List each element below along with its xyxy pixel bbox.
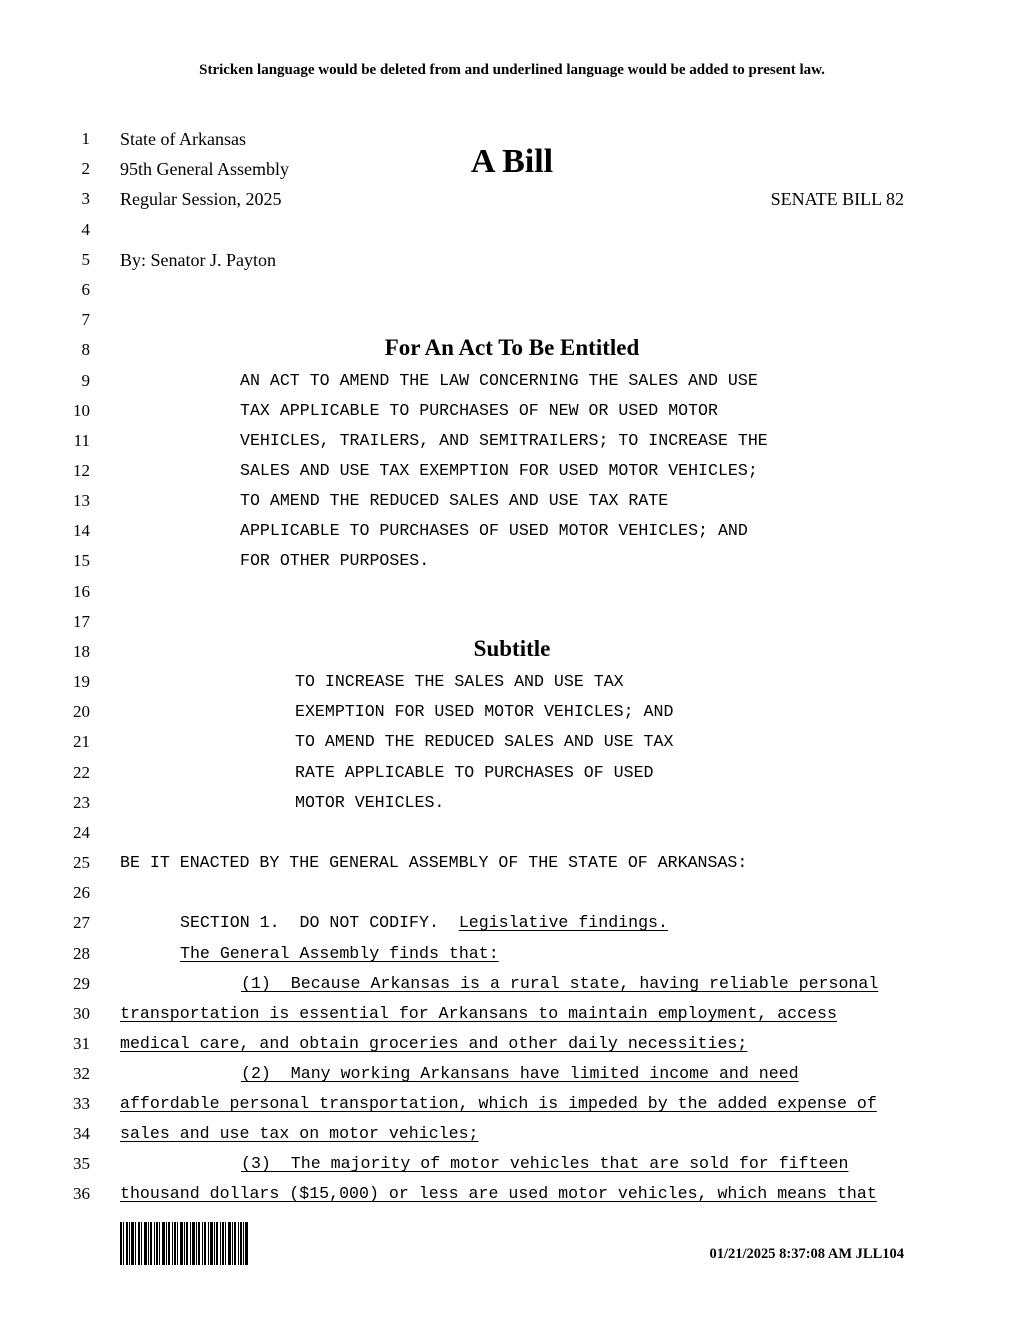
line-number: 15 <box>73 551 90 570</box>
subtitle-line: MOTOR VEHICLES. <box>295 793 445 812</box>
line-34 <box>0 1119 1024 1149</box>
title-line: TO AMEND THE REDUCED SALES AND USE TAX RATE <box>240 491 669 510</box>
line-25 <box>0 848 1024 878</box>
finding-text: thousand dollars ($15,000) or less are used motor vehicles, which means that <box>120 1184 877 1203</box>
line-23 <box>0 788 1024 818</box>
line-27 <box>0 908 1024 938</box>
line-number: 28 <box>73 944 90 963</box>
line-36 <box>0 1179 1024 1209</box>
line-5 <box>0 245 1024 275</box>
line-number: 31 <box>73 1034 90 1053</box>
line-28 <box>0 939 1024 969</box>
state-name: State of Arkansas <box>120 129 246 149</box>
line-1 <box>0 124 1024 154</box>
line-26 <box>0 878 1024 908</box>
line-number: 29 <box>73 974 90 993</box>
line-21 <box>0 727 1024 757</box>
subtitle-line: TO AMEND THE REDUCED SALES AND USE TAX <box>295 732 674 751</box>
general-assembly: 95th General Assembly <box>120 159 289 179</box>
line-number: 11 <box>73 431 90 450</box>
line-number: 4 <box>81 220 90 239</box>
title-line: AN ACT TO AMEND THE LAW CONCERNING THE SALES AND USE <box>240 371 758 390</box>
subtitle-line: EXEMPTION FOR USED MOTOR VEHICLES; AND <box>295 702 674 721</box>
line-number: 23 <box>73 793 90 812</box>
line-11 <box>0 426 1024 456</box>
title-line: FOR OTHER PURPOSES. <box>240 551 430 570</box>
line-10 <box>0 396 1024 426</box>
line-number: 18 <box>73 642 90 661</box>
line-33 <box>0 1089 1024 1119</box>
line-number: 14 <box>73 521 90 540</box>
finding-text: (1) Because Arkansas is a rural state, having reliable personal <box>241 974 879 993</box>
section-heading <box>180 911 668 935</box>
line-12 <box>0 456 1024 486</box>
document-type-title: A Bill <box>470 143 554 180</box>
line-17 <box>0 607 1024 637</box>
section-intro: The General Assembly finds that: <box>180 944 499 963</box>
line-9 <box>0 366 1024 396</box>
line-number: 17 <box>73 612 90 631</box>
line-number: 27 <box>73 913 90 932</box>
line-number: 7 <box>81 310 90 329</box>
title-line: APPLICABLE TO PURCHASES OF USED MOTOR VEHICLES; AND <box>240 521 748 540</box>
subtitle-line: RATE APPLICABLE TO PURCHASES OF USED <box>295 763 654 782</box>
line-6 <box>0 275 1024 305</box>
line-19 <box>0 667 1024 697</box>
finding-text: affordable personal transportation, which is impeded by the added expense of <box>120 1094 877 1113</box>
finding-text: (2) Many working Arkansans have limited income and need <box>241 1064 799 1083</box>
amendment-notice: Stricken language would be deleted from and underlined language would be added to present law. <box>199 62 825 78</box>
line-16 <box>0 577 1024 607</box>
line-3 <box>0 184 1024 214</box>
line-number: 3 <box>81 189 90 208</box>
line-7 <box>0 305 1024 335</box>
line-number: 13 <box>73 491 90 510</box>
line-number: 6 <box>81 280 90 299</box>
line-24 <box>0 818 1024 848</box>
line-31 <box>0 1029 1024 1059</box>
sponsor: By: Senator J. Payton <box>120 250 276 270</box>
session: Regular Session, 2025 <box>120 189 282 209</box>
line-35 <box>0 1149 1024 1179</box>
line-number: 33 <box>73 1094 90 1113</box>
line-number: 9 <box>81 371 90 390</box>
line-number: 19 <box>73 672 90 691</box>
line-number: 20 <box>73 702 90 721</box>
line-number: 24 <box>73 823 90 842</box>
line-number: 34 <box>73 1124 90 1143</box>
finding-text: (3) The majority of motor vehicles that are sold for fifteen <box>241 1154 849 1173</box>
line-22 <box>0 758 1024 788</box>
line-number: 2 <box>81 159 90 178</box>
title-line: SALES AND USE TAX EXEMPTION FOR USED MOTOR VEHICLES; <box>240 461 758 480</box>
line-number: 26 <box>73 883 90 902</box>
line-20 <box>0 697 1024 727</box>
line-number: 22 <box>73 763 90 782</box>
barcode <box>120 1222 248 1265</box>
line-13 <box>0 486 1024 516</box>
line-2 <box>0 154 1024 184</box>
finding-text: sales and use tax on motor vehicles; <box>120 1124 479 1143</box>
line-number: 25 <box>73 853 90 872</box>
line-number: 16 <box>73 582 90 601</box>
line-number: 30 <box>73 1004 90 1023</box>
section-title: Legislative findings. <box>458 913 668 932</box>
subtitle-line: TO INCREASE THE SALES AND USE TAX <box>295 672 624 691</box>
line-14 <box>0 516 1024 546</box>
line-29 <box>0 969 1024 999</box>
line-number: 36 <box>73 1184 90 1203</box>
line-number: 21 <box>73 732 90 751</box>
finding-text: transportation is essential for Arkansans to maintain employment, access <box>120 1004 837 1023</box>
line-32 <box>0 1059 1024 1089</box>
document-timestamp: 01/21/2025 8:37:08 AM JLL104 <box>709 1246 904 1262</box>
line-number: 35 <box>73 1154 90 1173</box>
bill-number: SENATE BILL 82 <box>770 189 904 209</box>
title-heading: For An Act To Be Entitled <box>384 335 640 360</box>
line-8 <box>0 335 1024 365</box>
line-number: 32 <box>73 1064 90 1083</box>
finding-text: medical care, and obtain groceries and other daily necessities; <box>120 1034 748 1053</box>
enacting-clause: BE IT ENACTED BY THE GENERAL ASSEMBLY OF THE STATE OF ARKANSAS: <box>120 853 748 872</box>
subtitle-heading: Subtitle <box>473 636 551 661</box>
line-number: 12 <box>73 461 90 480</box>
section-label: SECTION 1. DO NOT CODIFY. <box>180 913 459 932</box>
title-line: TAX APPLICABLE TO PURCHASES OF NEW OR USED MOTOR <box>240 401 718 420</box>
line-number: 5 <box>81 250 90 269</box>
line-18 <box>0 637 1024 667</box>
line-15 <box>0 546 1024 576</box>
line-4 <box>0 215 1024 245</box>
line-number: 1 <box>81 129 90 148</box>
title-line: VEHICLES, TRAILERS, AND SEMITRAILERS; TO INCREASE THE <box>240 431 768 450</box>
line-number: 10 <box>73 401 90 420</box>
line-number: 8 <box>81 340 90 359</box>
line-30 <box>0 999 1024 1029</box>
